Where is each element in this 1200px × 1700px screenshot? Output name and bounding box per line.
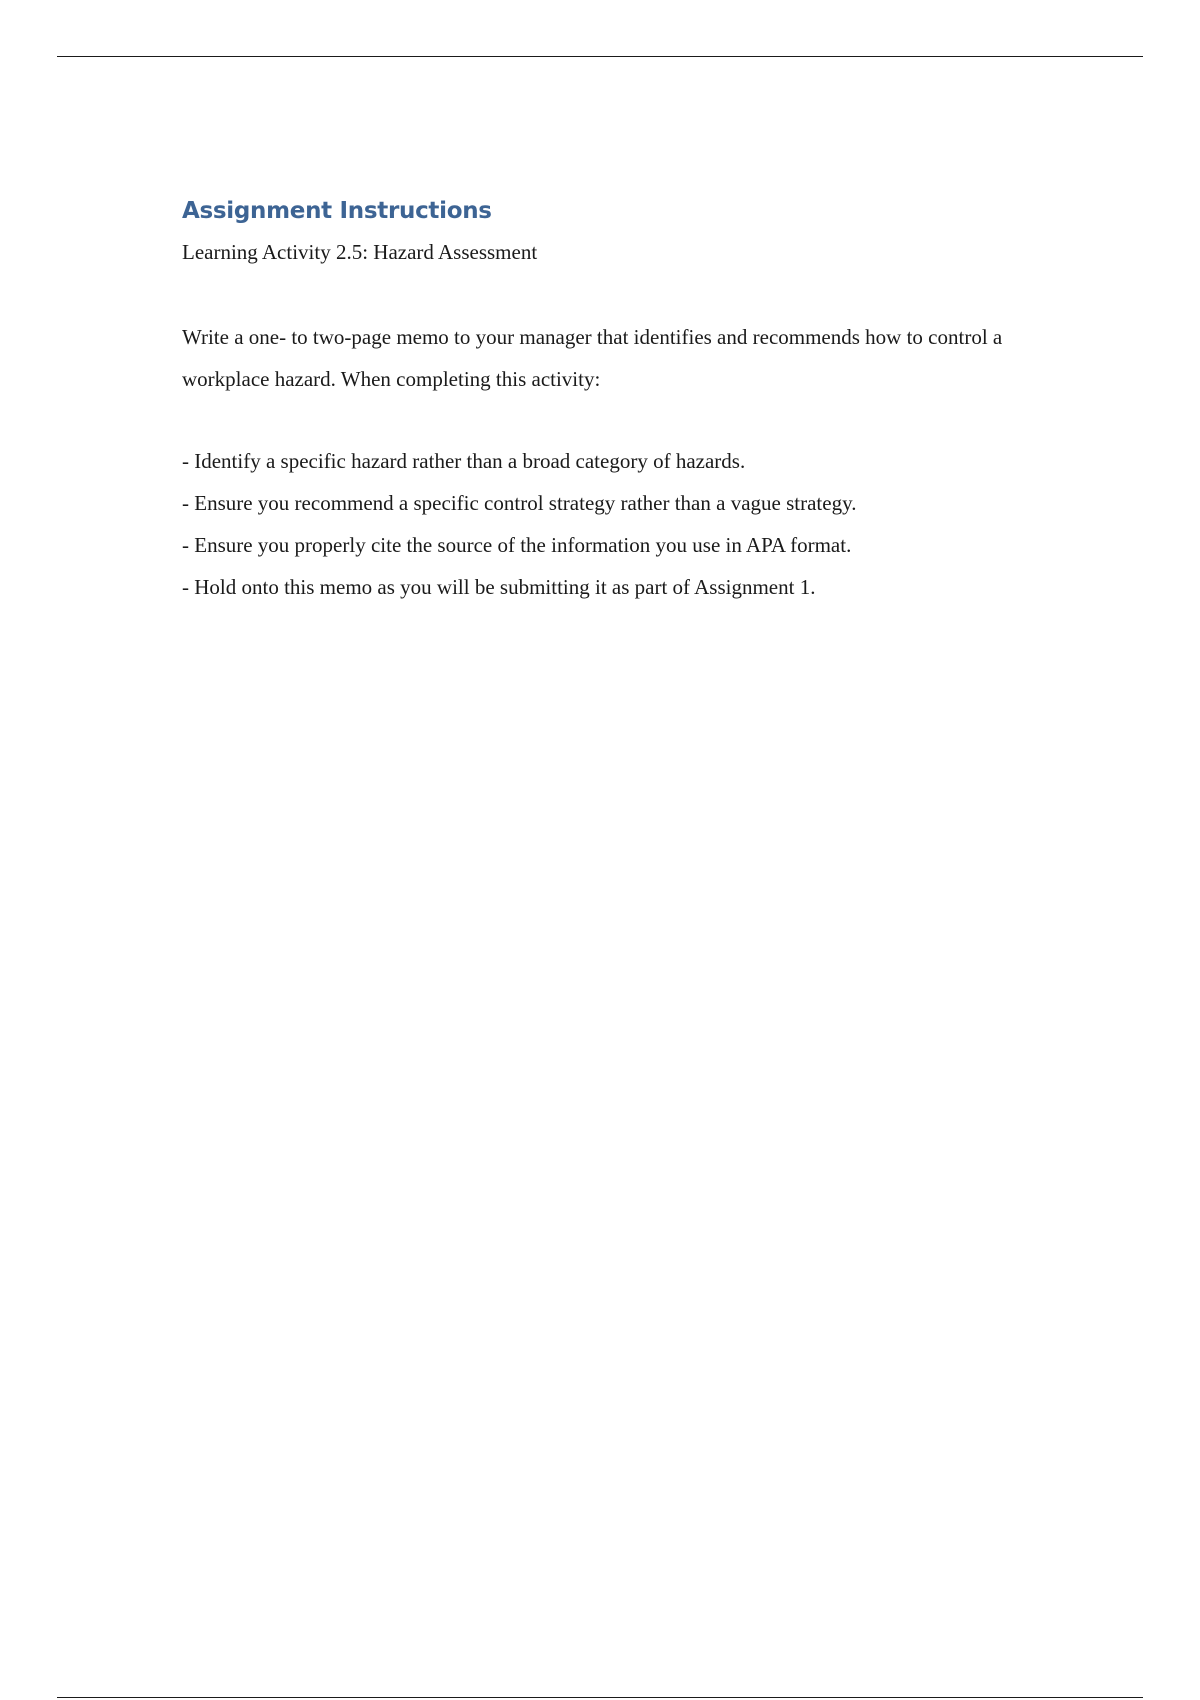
header-rule xyxy=(57,56,1143,57)
intro-paragraph: Write a one- to two-page memo to your manager that identifies and recommends how to control a workplace hazard. When completing this activity: xyxy=(182,325,1003,391)
instruction-list xyxy=(182,440,1062,608)
list-item: - Ensure you recommend a specific control strategy rather than a vague strategy. xyxy=(182,491,857,515)
activity-subtitle: Learning Activity 2.5: Hazard Assessment xyxy=(182,240,538,264)
footer-rule xyxy=(57,1697,1143,1698)
page-title: Assignment Instructions xyxy=(182,198,492,224)
list-item: - Ensure you properly cite the source of the information you use in APA format. xyxy=(182,533,852,557)
list-item: - Identify a specific hazard rather than a broad category of hazards. xyxy=(182,449,746,473)
document-body xyxy=(182,190,1062,608)
list-item: - Hold onto this memo as you will be submitting it as part of Assignment 1. xyxy=(182,575,816,599)
